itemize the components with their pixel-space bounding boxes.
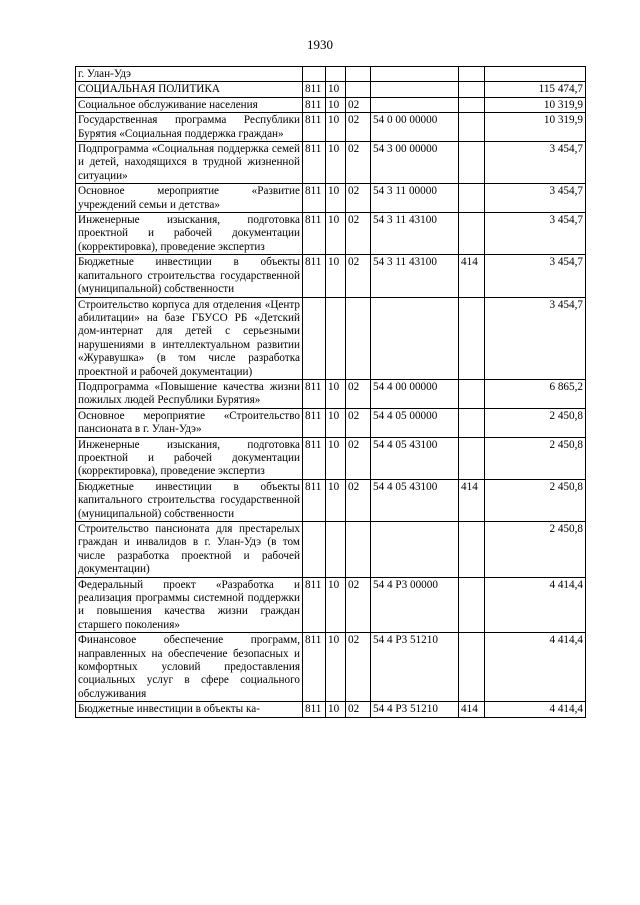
subsection-code: 02 [346,142,371,184]
budget-table [75,66,586,718]
row-name: Основное мероприятие «Развитие учреждений семьи и детства» [76,184,303,213]
row-name: Бюджетные инвестиции в объекты капитального строительства государственной (муниципальной) собственности [76,255,303,297]
ministry-code: 811 [303,577,326,633]
section-code: 10 [326,255,346,297]
target-article-code: 54 3 11 43100 [371,255,459,297]
expense-type-code [459,113,485,142]
ministry-code: 811 [303,113,326,142]
expense-type-code [459,213,485,255]
subsection-code [346,522,371,578]
section-code [326,297,346,379]
section-code: 10 [326,479,346,521]
section-code: 10 [326,82,346,97]
row-name: г. Улан-Удэ [76,67,303,82]
amount: 6 865,2 [485,379,586,408]
row-name: Федеральный проект «Разработка и реализация программы системной поддержки и повышения качества жизни граждан старшего поколения» [76,577,303,633]
row-name: Инженерные изыскания, подготовка проектной и рабочей документации (корректировка), проведение экспертиз [76,437,303,479]
ministry-code: 811 [303,142,326,184]
target-article-code: 54 4 Р3 00000 [371,577,459,633]
row-name: Основное мероприятие «Строительство пансионата в г. Улан-Удэ» [76,408,303,437]
target-article-code [371,67,459,82]
expense-type-code [459,297,485,379]
amount: 4 414,4 [485,633,586,702]
expense-type-code: 414 [459,702,485,717]
amount: 2 450,8 [485,408,586,437]
ministry-code: 811 [303,379,326,408]
subsection-code: 02 [346,379,371,408]
subsection-code: 02 [346,633,371,702]
amount: 3 454,7 [485,213,586,255]
subsection-code: 02 [346,184,371,213]
table-row [76,184,586,213]
subsection-code [346,67,371,82]
section-code: 10 [326,633,346,702]
budget-table-body [76,67,586,718]
table-row [76,479,586,521]
section-code: 10 [326,113,346,142]
expense-type-code [459,633,485,702]
target-article-code: 54 0 00 00000 [371,113,459,142]
table-row [76,297,586,379]
row-name: Строительство пансионата для престарелых граждан и инвалидов в г. Улан-Удэ (в том числе разработка проектной и рабочей документации) [76,522,303,578]
row-name: Подпрограмма «Повышение качества жизни пожилых людей Республики Бурятия» [76,379,303,408]
expense-type-code [459,184,485,213]
section-code: 10 [326,97,346,112]
table-row [76,82,586,97]
row-name: Финансовое обеспечение программ, направленных на обеспечение безопасных и комфортных условий предоставления социальных услуг в сфере социального обслуживания [76,633,303,702]
target-article-code [371,522,459,578]
amount: 2 450,8 [485,437,586,479]
ministry-code: 811 [303,213,326,255]
expense-type-code [459,67,485,82]
section-code: 10 [326,437,346,479]
ministry-code: 811 [303,82,326,97]
subsection-code: 02 [346,255,371,297]
ministry-code: 811 [303,479,326,521]
subsection-code: 02 [346,702,371,717]
target-article-code: 54 4 05 43100 [371,437,459,479]
expense-type-code [459,522,485,578]
ministry-code: 811 [303,702,326,717]
table-row [76,577,586,633]
table-row [76,113,586,142]
subsection-code: 02 [346,577,371,633]
table-row [76,437,586,479]
expense-type-code: 414 [459,255,485,297]
target-article-code: 54 3 11 43100 [371,213,459,255]
target-article-code [371,297,459,379]
table-row [76,213,586,255]
row-name: Строительство корпуса для отделения «Центр абилитации» на базе ГБУСО РБ «Детский дом-интернат для детей с серьезными нарушениями в интеллектуальном развитии «Журавушка» (в том числе разработка проектной и рабочей документации) [76,297,303,379]
expense-type-code [459,379,485,408]
table-row [76,142,586,184]
amount: 3 454,7 [485,142,586,184]
page-number: 1930 [307,37,333,52]
table-row [76,633,586,702]
amount: 2 450,8 [485,479,586,521]
subsection-code [346,82,371,97]
table-row [76,67,586,82]
section-code: 10 [326,379,346,408]
row-name: Инженерные изыскания, подготовка проектной и рабочей документации (корректировка), проведение экспертиз [76,213,303,255]
target-article-code: 54 4 00 00000 [371,379,459,408]
amount: 10 319,9 [485,97,586,112]
ministry-code: 811 [303,184,326,213]
expense-type-code [459,408,485,437]
subsection-code: 02 [346,97,371,112]
amount: 3 454,7 [485,297,586,379]
target-article-code: 54 3 11 00000 [371,184,459,213]
target-article-code: 54 3 00 00000 [371,142,459,184]
section-code: 10 [326,577,346,633]
row-name: Подпрограмма «Социальная поддержка семей и детей, находящихся в трудной жизненной ситуации» [76,142,303,184]
ministry-code [303,297,326,379]
amount: 10 319,9 [485,113,586,142]
section-code [326,522,346,578]
table-row [76,97,586,112]
expense-type-code [459,577,485,633]
ministry-code [303,522,326,578]
section-code: 10 [326,408,346,437]
row-name: Бюджетные инвестиции в объекты ка- [76,702,303,717]
expense-type-code: 414 [459,479,485,521]
ministry-code: 811 [303,437,326,479]
ministry-code: 811 [303,97,326,112]
subsection-code: 02 [346,213,371,255]
section-code: 10 [326,142,346,184]
ministry-code: 811 [303,408,326,437]
amount [485,67,586,82]
target-article-code [371,82,459,97]
subsection-code [346,297,371,379]
table-row [76,408,586,437]
expense-type-code [459,437,485,479]
amount: 4 414,4 [485,577,586,633]
amount: 4 414,4 [485,702,586,717]
section-code: 10 [326,213,346,255]
row-name: Бюджетные инвестиции в объекты капитального строительства государственной (муниципальной) собственности [76,479,303,521]
subsection-code: 02 [346,408,371,437]
ministry-code: 811 [303,633,326,702]
section-code: 10 [326,184,346,213]
ministry-code: 811 [303,255,326,297]
table-row [76,702,586,717]
table-row [76,522,586,578]
expense-type-code [459,82,485,97]
subsection-code: 02 [346,113,371,142]
amount: 3 454,7 [485,184,586,213]
section-code: 10 [326,702,346,717]
target-article-code: 54 4 05 43100 [371,479,459,521]
ministry-code [303,67,326,82]
table-row [76,379,586,408]
expense-type-code [459,142,485,184]
target-article-code: 54 4 05 00000 [371,408,459,437]
subsection-code: 02 [346,437,371,479]
row-name: СОЦИАЛЬНАЯ ПОЛИТИКА [76,82,303,97]
table-row [76,255,586,297]
amount: 115 474,7 [485,82,586,97]
amount: 3 454,7 [485,255,586,297]
target-article-code: 54 4 Р3 51210 [371,633,459,702]
section-code [326,67,346,82]
expense-type-code [459,97,485,112]
subsection-code: 02 [346,479,371,521]
amount: 2 450,8 [485,522,586,578]
target-article-code: 54 4 Р3 51210 [371,702,459,717]
row-name: Государственная программа Республики Бурятия «Социальная поддержка граждан» [76,113,303,142]
target-article-code [371,97,459,112]
row-name: Социальное обслуживание населения [76,97,303,112]
